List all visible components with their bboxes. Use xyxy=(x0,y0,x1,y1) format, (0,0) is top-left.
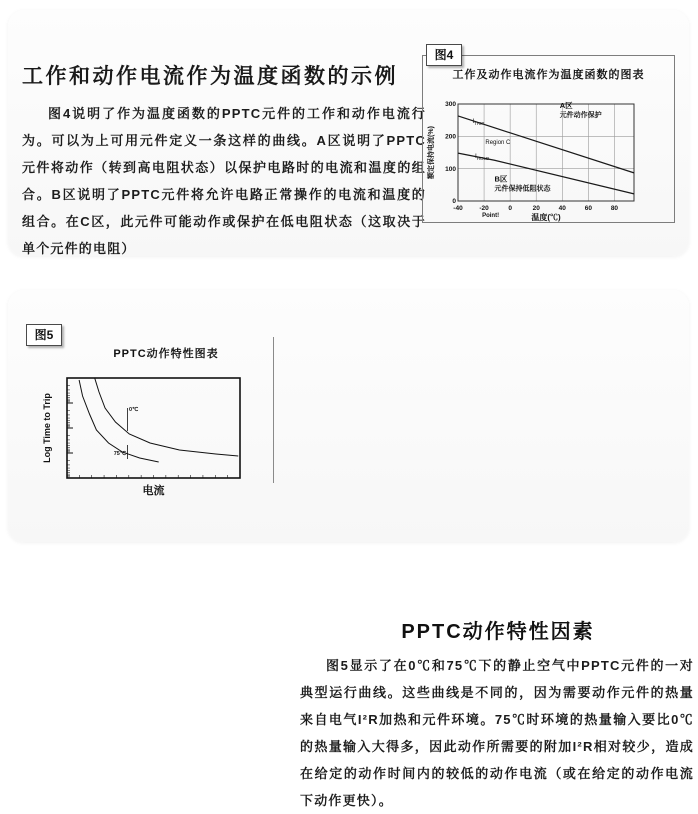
section2-paragraph: 图5显示了在0℃和75℃下的静止空气中PPTC元件的一对典型运行曲线。这些曲线是不同的，因为需要动作元件的热量来自电气I²R加热和元件环境。75℃时环境的热量输入要比0℃的热量输入大得多，因此动作所需要的附加I²R相对较少，造成在给定的动作时间内的较低的动作电流（或在给定的动作电流下动作更快）。 xyxy=(300,658,694,808)
figure4-chart xyxy=(423,56,674,222)
figure4-frame xyxy=(422,55,675,223)
figure5-label: 图5 xyxy=(26,324,62,346)
svg-text:0: 0 xyxy=(508,205,512,212)
svg-text:Log Time to Trip: Log Time to Trip xyxy=(42,393,52,463)
figure4-chart-title: 工作及动作电流作为温度函数的图表 xyxy=(452,69,645,81)
svg-text:电流: 电流 xyxy=(142,485,165,497)
svg-text:B区: B区 xyxy=(494,174,508,184)
svg-text:80: 80 xyxy=(610,205,619,212)
svg-text:IHOLD: $I_{HOLD}$ xyxy=(474,152,490,161)
column-divider xyxy=(273,337,274,483)
svg-text:元件保持低阻状态: 元件保持低阻状态 xyxy=(494,185,551,193)
svg-text:60: 60 xyxy=(584,205,592,212)
svg-text:温度(℃): 温度(℃) xyxy=(531,213,561,222)
svg-text:-20: -20 xyxy=(479,205,489,212)
svg-text:100: 100 xyxy=(445,165,456,173)
svg-text:额定保持电流(%): 额定保持电流(%) xyxy=(428,126,435,179)
section2-title: PPTC动作特性因素 xyxy=(401,621,595,643)
svg-text:40: 40 xyxy=(558,205,566,212)
svg-text:200: 200 xyxy=(445,133,456,141)
svg-text:Point!: Point! xyxy=(482,213,500,219)
svg-text:ITRIP: $I_{TRIP}$ xyxy=(472,118,485,127)
svg-text:元件动作保护: 元件动作保护 xyxy=(559,111,602,119)
section1-paragraph: 图4说明了作为温度函数的PPTC元件的工作和动作电流行为。可以为上可用元件定义一条这样的曲线。A区说明了PPTC元件将动作（转到高电阻状态）以保护电路时的电流和温度的组合。B区说明了PPTC元件将允许电路正常操作的电流和温度的组合。在C区，此元件可能动作或保护在低电阻状态（这取决于单个元件的电阻） xyxy=(22,106,426,256)
figure5-chart xyxy=(40,372,250,500)
svg-text:A区: A区 xyxy=(559,100,573,110)
svg-text:20: 20 xyxy=(532,205,540,212)
svg-text:0℃: 0℃ xyxy=(129,407,139,413)
svg-text:300: 300 xyxy=(445,101,456,109)
svg-text:75℃: 75℃ xyxy=(113,451,127,457)
svg-text:Region C: Region C xyxy=(485,140,511,147)
figure4-label: 图4 xyxy=(426,44,462,66)
figure5-chart-title: PPTC动作特性图表 xyxy=(113,348,219,360)
section1-title: 工作和动作电流作为温度函数的示例 xyxy=(22,65,398,88)
svg-text:-40: -40 xyxy=(453,205,463,212)
svg-text:0: 0 xyxy=(452,198,456,206)
